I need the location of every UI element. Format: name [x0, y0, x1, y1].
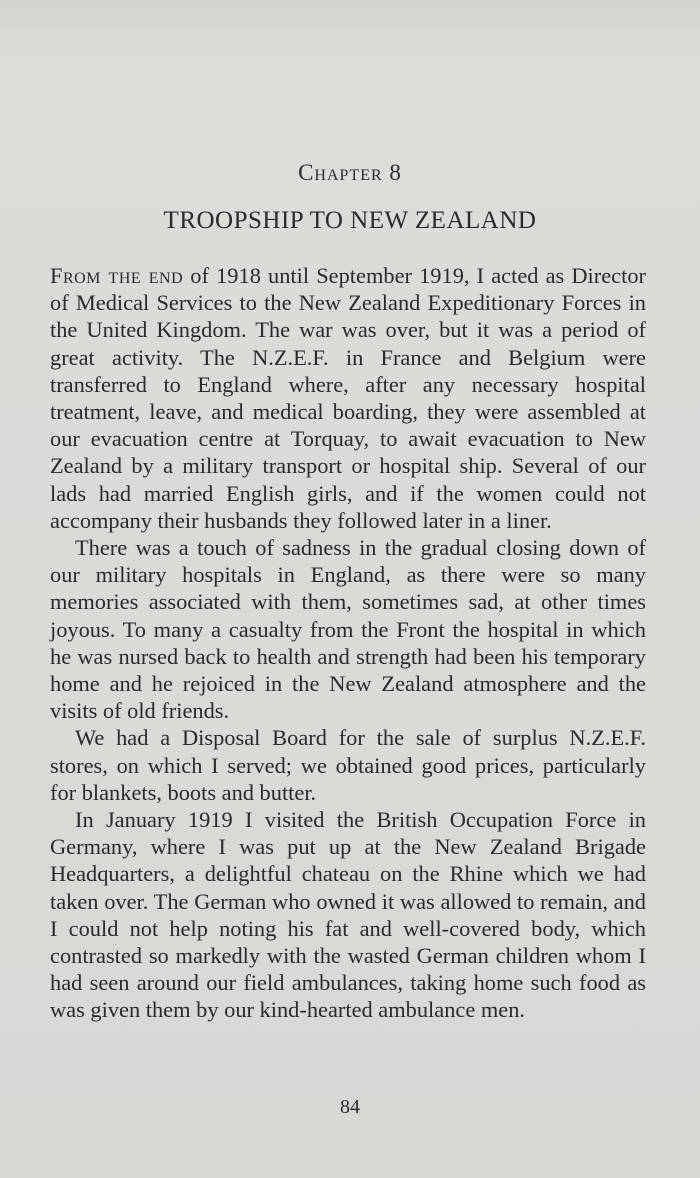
- paragraph-3: We had a Disposal Board for the sale of surplus N.Z.E.F. stores, on which I served; we obtained good prices, particularly for blankets, boots and butter.: [50, 725, 646, 805]
- paragraph-lead-in: From the end: [50, 263, 184, 288]
- chapter-number: Chapter 8: [298, 160, 402, 185]
- paragraph-1: [50, 262, 646, 534]
- paragraph-4: In January 1919 I visited the British Occupation Force in Germany, where I was put up at the New Zealand Brigade Headquarters, a delightful chateau on the Rhine which we had taken over. The German who owned it was allowed to remain, and I could not help noting his fat and well-covered body, which contrasted so markedly with the wasted German children whom I had seen around our field ambulances, taking home such food as was given them by our kind-hearted ambulance men.: [50, 807, 646, 1023]
- paragraph-2: There was a touch of sadness in the gradual closing down of our military hospitals in England, as there were so many memories associated with them, sometimes sad, at other times joyous. To many a casualty from the Front the hospital in which he was nursed back to health and strength had been his temporary home and he rejoiced in the New Zealand atmosphere and the visits of old friends.: [50, 535, 646, 724]
- chapter-body: [50, 262, 646, 1024]
- page-number: 84: [340, 1096, 360, 1118]
- paragraph-1-text: of 1918 until September 1919, I acted as Director of Medical Services to the New Zealand Expeditionary Forces in the United Kingdom. The war was over, but it was a period of great activity. The N.Z.E.F. in France and Belgium were transferred to England where, after any necessary hospital treatment, leave, and medical boarding, they were assembled at our evacuation centre at Torquay, to await evacuation to New Zealand by a military transport or hospital ship. Several of our lads had married English girls, and if the women could not accompany their husbands they followed later in a liner.: [50, 263, 646, 533]
- chapter-title: TROOPSHIP TO NEW ZEALAND: [163, 207, 537, 234]
